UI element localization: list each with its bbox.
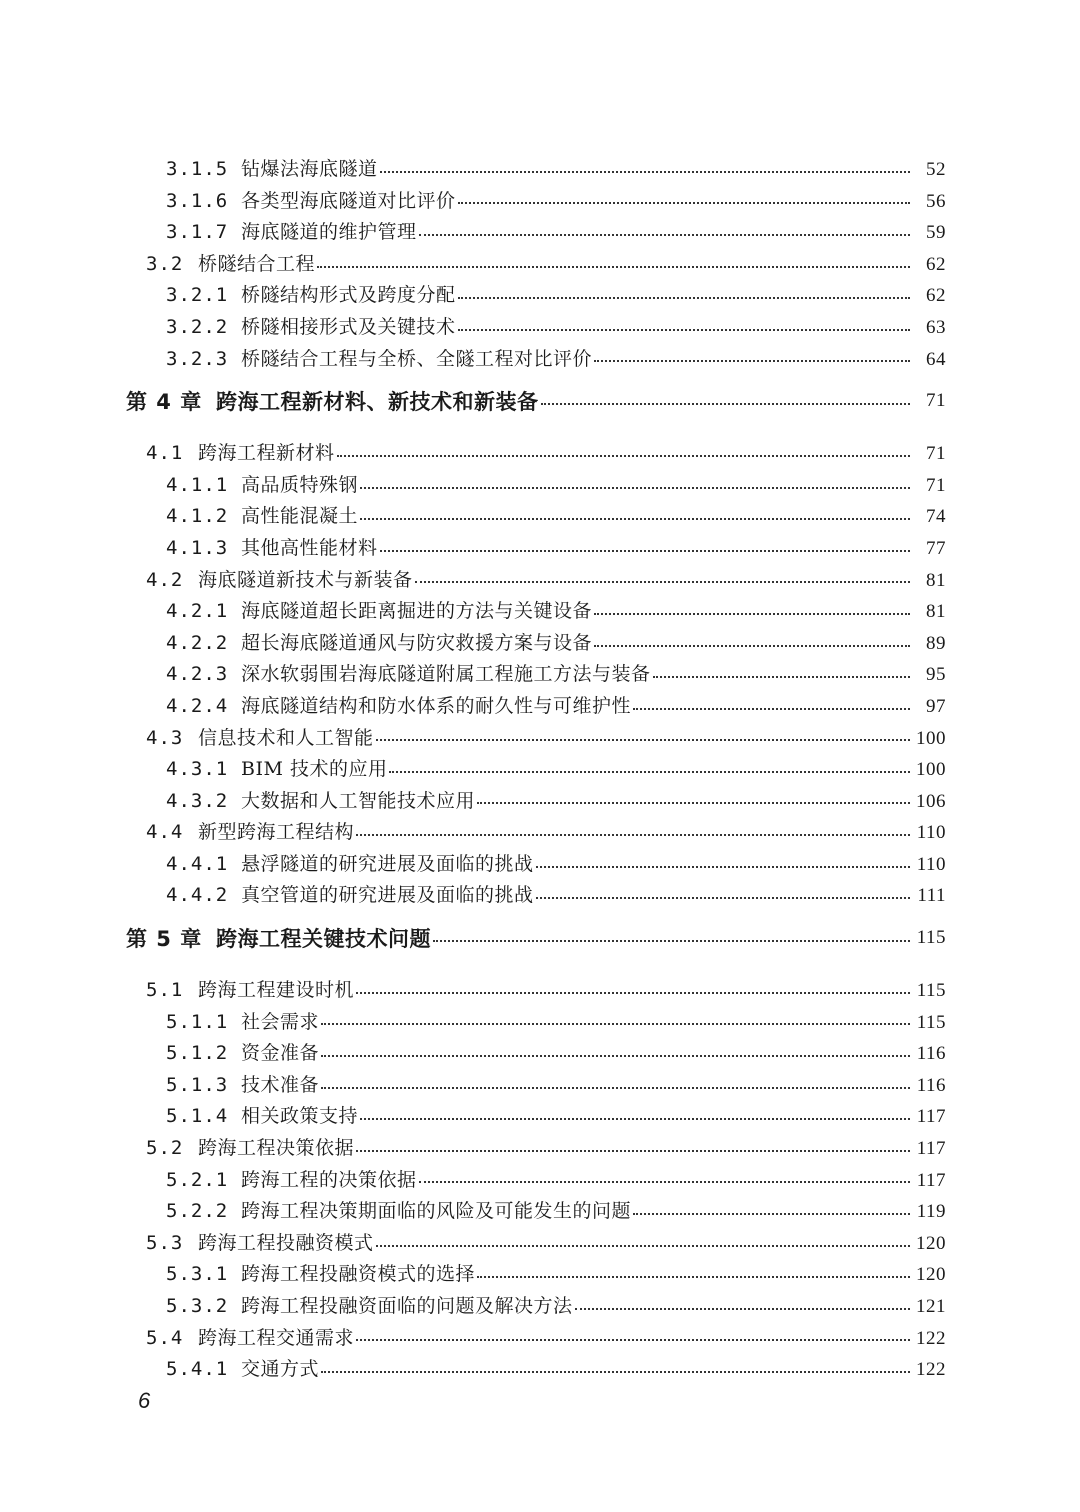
toc-dot-leader [360, 518, 910, 520]
toc-dot-leader [633, 708, 910, 710]
toc-entry-page: 115 [916, 1011, 946, 1033]
toc-entry-number: 3.2.3 [166, 347, 229, 370]
toc-entry-number: 3.1.7 [166, 221, 229, 244]
toc-section-entry [126, 1323, 946, 1355]
toc-entry-title: 跨海工程投融资模式的选择 [241, 1263, 476, 1286]
toc-entry-title: 跨海工程决策期面临的风险及可能发生的问题 [241, 1200, 632, 1223]
toc-entry-number: 4.4.1 [166, 852, 229, 875]
toc-entry-number: 3.2.2 [166, 315, 229, 338]
toc-entry-number: 5.1.4 [166, 1105, 229, 1128]
toc-entry-title: 桥隧结合工程与全桥、全隧工程对比评价 [241, 347, 593, 370]
toc-entry-title: 信息技术和人工智能 [198, 726, 374, 749]
toc-entry-page: 117 [916, 1138, 946, 1160]
toc-section-entry [126, 817, 946, 849]
toc-entry-page: 81 [926, 601, 946, 623]
toc-entry-page: 59 [926, 222, 946, 244]
toc-entry-number: 4.1 [146, 442, 184, 465]
toc-subsection-entry [126, 1038, 946, 1070]
toc-entry-title: 跨海工程决策依据 [198, 1137, 355, 1160]
toc-section-entry [126, 1228, 946, 1260]
toc-entry-title: 桥隧结构形式及跨度分配 [241, 284, 456, 307]
toc-subsection-entry [126, 344, 946, 376]
toc-subsection-entry [126, 596, 946, 628]
toc-entry-title: 跨海工程关键技术问题 [216, 926, 431, 951]
toc-entry-number: 4.4 [146, 821, 184, 844]
toc-entry-title: 桥隧相接形式及关键技术 [241, 315, 456, 338]
toc-entry-title: 其他高性能材料 [241, 536, 378, 559]
toc-entry-page: 110 [916, 822, 946, 844]
toc-entry-number: 5.1.3 [166, 1073, 229, 1096]
toc-entry-number: 第 5 章 [126, 926, 203, 951]
toc-entry-page: 62 [926, 253, 946, 275]
toc-entry-number: 5.1.1 [166, 1010, 229, 1033]
toc-subsection-entry [126, 1291, 946, 1323]
toc-entry-page: 52 [926, 159, 946, 180]
toc-entry-number: 5.1.2 [166, 1042, 229, 1065]
toc-subsection-entry [126, 186, 946, 218]
toc-subsection-entry [126, 280, 946, 312]
toc-entry-page: 62 [926, 285, 946, 307]
toc-entry-number: 3.1.6 [166, 189, 229, 212]
toc-entry-number: 4.1.3 [166, 536, 229, 559]
toc-dot-leader [356, 1150, 910, 1152]
toc-entry-title: 跨海工程建设时机 [198, 979, 355, 1002]
toc-entry-page: 100 [916, 759, 946, 781]
toc-entry-page: 120 [916, 1232, 946, 1254]
toc-subsection-entry [126, 691, 946, 723]
toc-dot-leader [380, 171, 910, 173]
toc-entry-title: 跨海工程投融资面临的问题及解决方法 [241, 1295, 573, 1317]
toc-entry-page: 71 [926, 443, 946, 465]
toc-entry-title: 新型跨海工程结构 [198, 821, 355, 844]
toc-entry-number: 5.3.2 [166, 1295, 229, 1317]
toc-dot-leader [477, 802, 910, 804]
toc-dot-leader [458, 202, 910, 204]
toc-dot-leader [419, 234, 910, 236]
toc-entry-page: 115 [916, 926, 946, 948]
toc-entry-page: 122 [916, 1327, 946, 1349]
toc-entry-page: 100 [916, 727, 946, 749]
toc-dot-leader [458, 329, 910, 331]
toc-subsection-entry [126, 501, 946, 533]
toc-dot-leader [380, 550, 910, 552]
toc-entry-number: 4.2.2 [166, 631, 229, 654]
toc-subsection-entry [126, 1007, 946, 1039]
toc-entry-page: 117 [916, 1106, 946, 1128]
toc-entry-number: 4.1.1 [166, 473, 229, 496]
toc-dot-leader [356, 834, 910, 836]
toc-entry-title: 海底隧道新技术与新装备 [198, 568, 413, 591]
toc-dot-leader [594, 360, 910, 362]
toc-dot-leader [594, 613, 910, 615]
toc-dot-leader [376, 739, 910, 741]
toc-dot-leader [360, 1118, 910, 1120]
toc-chapter-entry [126, 914, 946, 961]
toc-entry-page: 81 [926, 569, 946, 591]
toc-entry-page: 71 [926, 389, 946, 411]
toc-subsection-entry [126, 533, 946, 565]
toc-dot-leader [317, 266, 910, 268]
toc-entry-number: 5.2.1 [166, 1168, 229, 1191]
toc-entry-title: 海底隧道超长距离掘进的方法与关键设备 [241, 600, 593, 623]
toc-entry-title: 真空管道的研究进展及面临的挑战 [241, 884, 534, 907]
page-number: 6 [138, 1388, 151, 1413]
toc-dot-leader [321, 1023, 910, 1025]
toc-entry-title: BIM 技术的应用 [241, 758, 388, 781]
toc-entry-title: 各类型海底隧道对比评价 [241, 189, 456, 212]
toc-entry-page: 89 [926, 632, 946, 654]
toc-subsection-entry [126, 1070, 946, 1102]
toc-entry-page: 110 [916, 853, 946, 875]
toc-subsection-entry [126, 1101, 946, 1133]
toc-entry-number: 5.2.2 [166, 1200, 229, 1223]
toc-entry-number: 第 4 章 [126, 389, 203, 414]
toc-entry-number: 4.2 [146, 568, 184, 591]
toc-section-entry [126, 438, 946, 470]
toc-subsection-entry [126, 628, 946, 660]
toc-dot-leader [415, 581, 910, 583]
toc-entry-page: 71 [926, 474, 946, 496]
toc-entry-number: 5.1 [146, 979, 184, 1002]
toc-dot-leader [458, 297, 910, 299]
toc-entry-page: 117 [916, 1169, 946, 1191]
toc-entry-title: 大数据和人工智能技术应用 [241, 789, 476, 812]
table-of-contents [126, 154, 946, 1386]
toc-entry-title: 跨海工程的决策依据 [241, 1168, 417, 1191]
toc-subsection-entry [126, 217, 946, 249]
toc-section-entry [126, 975, 946, 1007]
toc-dot-leader [356, 1339, 910, 1341]
toc-entry-page: 115 [916, 980, 946, 1002]
toc-entry-title: 技术准备 [241, 1073, 320, 1096]
toc-entry-number: 4.2.1 [166, 600, 229, 623]
toc-dot-leader [360, 487, 910, 489]
toc-dot-leader [477, 1276, 910, 1278]
toc-section-entry [126, 1133, 946, 1165]
toc-subsection-entry [126, 1196, 946, 1228]
toc-dot-leader [419, 1181, 910, 1183]
toc-entry-title: 跨海工程新材料、新技术和新装备 [216, 389, 539, 414]
toc-entry-number: 5.4 [146, 1326, 184, 1349]
toc-entry-title: 超长海底隧道通风与防灾救援方案与设备 [241, 631, 593, 654]
toc-entry-number: 3.1.5 [166, 158, 229, 180]
toc-entry-number: 3.2 [146, 252, 184, 275]
toc-subsection-entry [126, 1259, 946, 1291]
toc-entry-title: 交通方式 [241, 1358, 320, 1381]
toc-subsection-entry [126, 786, 946, 818]
toc-entry-title: 社会需求 [241, 1010, 320, 1033]
toc-entry-page: 77 [926, 537, 946, 559]
toc-entry-number: 5.4.1 [166, 1358, 229, 1381]
toc-entry-title: 深水软弱围岩海底隧道附属工程施工方法与装备 [241, 663, 651, 686]
toc-dot-leader [321, 1371, 910, 1373]
toc-entry-number: 3.2.1 [166, 284, 229, 307]
toc-entry-title: 海底隧道结构和防水体系的耐久性与可维护性 [241, 694, 632, 717]
toc-entry-number: 5.3 [146, 1231, 184, 1254]
toc-entry-title: 悬浮隧道的研究进展及面临的挑战 [241, 852, 534, 875]
toc-entry-page: 120 [916, 1264, 946, 1286]
toc-entry-number: 5.3.1 [166, 1263, 229, 1286]
toc-entry-number: 4.2.4 [166, 694, 229, 717]
toc-dot-leader [321, 1055, 910, 1057]
toc-entry-title: 相关政策支持 [241, 1105, 359, 1128]
toc-entry-title: 高性能混凝土 [241, 505, 359, 528]
toc-subsection-entry [126, 154, 946, 186]
toc-entry-title: 高品质特殊钢 [241, 473, 359, 496]
toc-entry-title: 跨海工程新材料 [198, 442, 335, 465]
toc-entry-page: 119 [916, 1201, 946, 1223]
toc-subsection-entry [126, 312, 946, 344]
toc-entry-page: 56 [926, 190, 946, 212]
toc-dot-leader [321, 1087, 910, 1089]
toc-subsection-entry [126, 880, 946, 912]
toc-subsection-entry [126, 470, 946, 502]
toc-dot-leader [389, 771, 910, 773]
toc-section-entry [126, 565, 946, 597]
toc-entry-title: 钻爆法海底隧道 [241, 158, 378, 180]
toc-entry-number: 4.4.2 [166, 884, 229, 907]
toc-entry-number: 4.1.2 [166, 505, 229, 528]
toc-dot-leader [541, 403, 911, 405]
toc-entry-page: 106 [916, 790, 946, 812]
toc-dot-leader [594, 645, 910, 647]
toc-entry-number: 4.3.1 [166, 758, 229, 781]
toc-entry-page: 121 [916, 1296, 946, 1317]
toc-entry-page: 74 [926, 506, 946, 528]
toc-entry-title: 海底隧道的维护管理 [241, 221, 417, 244]
toc-entry-number: 4.3.2 [166, 789, 229, 812]
toc-entry-page: 97 [926, 695, 946, 717]
toc-subsection-entry [126, 1165, 946, 1197]
toc-chapter-entry [126, 377, 946, 424]
toc-entry-page: 63 [926, 316, 946, 338]
toc-entry-page: 116 [916, 1074, 946, 1096]
toc-entry-page: 116 [916, 1043, 946, 1065]
toc-dot-leader [337, 455, 910, 457]
toc-entry-page: 122 [916, 1359, 946, 1381]
toc-dot-leader [633, 1213, 910, 1215]
toc-entry-page: 64 [926, 348, 946, 370]
toc-entry-number: 4.3 [146, 726, 184, 749]
toc-dot-leader [536, 866, 910, 868]
toc-entry-title: 桥隧结合工程 [198, 252, 316, 275]
toc-dot-leader [356, 992, 910, 994]
toc-entry-number: 4.2.3 [166, 663, 229, 686]
toc-dot-leader [653, 676, 910, 678]
toc-dot-leader [536, 897, 910, 899]
toc-subsection-entry [126, 659, 946, 691]
toc-subsection-entry [126, 849, 946, 881]
toc-dot-leader [575, 1308, 910, 1310]
toc-subsection-entry [126, 1354, 946, 1386]
toc-entry-title: 资金准备 [241, 1042, 320, 1065]
toc-entry-number: 5.2 [146, 1137, 184, 1160]
toc-entry-title: 跨海工程交通需求 [198, 1326, 355, 1349]
toc-dot-leader [376, 1245, 910, 1247]
toc-entry-page: 111 [917, 885, 946, 907]
toc-entry-page: 95 [926, 664, 946, 686]
toc-dot-leader [433, 940, 910, 942]
toc-section-entry [126, 723, 946, 755]
toc-section-entry [126, 249, 946, 281]
toc-subsection-entry [126, 754, 946, 786]
toc-entry-title: 跨海工程投融资模式 [198, 1231, 374, 1254]
